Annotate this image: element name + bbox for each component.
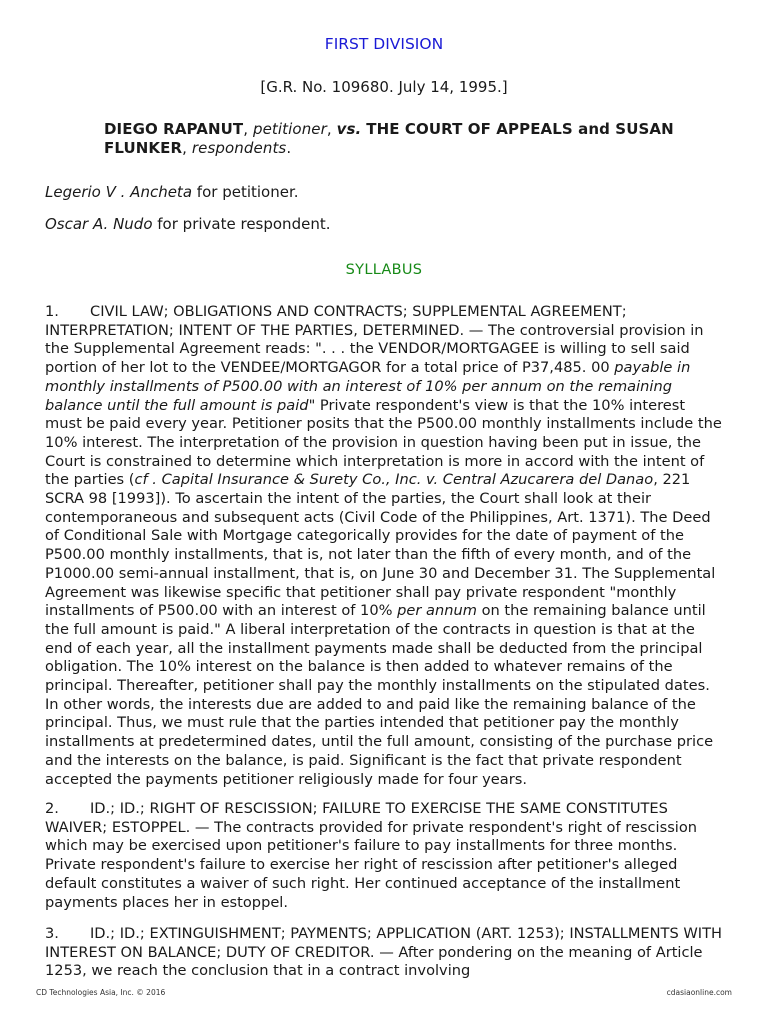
petitioner-counsel (45, 183, 299, 201)
paragraph-text: on the remaining balance until the full amount is paid." A liberal interpretation of the contracts in question is that at the end of each year, all the installment payments made shall be deducted from the principal obligation. The 10% interest on the balance is then added to whatever remains of the principal. Thereafter, petitioner shall pay the monthly installments on the stipulated dates. In other words, the interests due are added to and paid like the remaining balance of the principal. Thus, we must rule that the parties intended that petitioner pay the monthly installments at predetermined dates, until the full amount, consisting of the purchase price and the interests on the balance, is paid. Significant is the fact that private respondent accepted the payments petitioner religiously made for four years. (45, 602, 714, 788)
syllabus-paragraph-3 (45, 925, 725, 981)
respondent-counsel (45, 215, 330, 233)
paragraph-number: 1. (45, 303, 59, 320)
paragraph-number: 3. (45, 925, 59, 942)
footer-copyright: CD Technologies Asia, Inc. © 2016 (36, 988, 166, 997)
paragraph-italic: per annum (397, 602, 477, 620)
paragraph-italic: payable in monthly installments of P500.00 with an interest of 10% per annum on the remaining balance until the full amount is paid (45, 359, 691, 414)
petitioner-role: petitioner (252, 120, 327, 138)
petitioner-counsel-role: for petitioner. (196, 183, 299, 201)
paragraph-text: CIVIL LAW; OBLIGATIONS AND CONTRACTS; SUPPLEMENTAL AGREEMENT; INTERPRETATION; INTENT OF THE PARTIES, DETERMINED. — The controversial provision in the Supplemental Agreement reads: ". . . the VENDOR/MORTGAGEE is willing to sell said portion of her lot to the VENDEE/MORTGAGOR for a total price of P37,485. 00 (45, 303, 704, 377)
paragraph-text: " Private respondent's view is that the 10% interest must be paid every year. Petitioner posits that the P500.00 monthly installments include the 10% interest. The interpretation of the provision in question having been put in issue, the Court is constrained to determine which interpretation is more in accord with the intent of the parties ( (45, 396, 722, 489)
paragraph-text: ID.; ID.; RIGHT OF RESCISSION; FAILURE TO EXERCISE THE SAME CONSTITUTES WAIVER; ESTOPPEL. — The contracts provided for private respondent's right of rescission which may be exercised upon petitioner's failure to pay installments for three months. Private respondent's failure to exercise her right of rescission after petitioner's alleged default constitutes a waiver of such right. Her continued acceptance of the installment payments places her in estoppel. (45, 800, 698, 911)
respondent-counsel-role: for private respondent. (157, 215, 331, 233)
respondent-counsel-name: Oscar A. Nudo (45, 215, 153, 233)
case-parties: DIEGO RAPANUT, petitioner, vs. THE COURT OF APPEALS and SUSAN FLUNKER, respondents. (104, 120, 674, 157)
respondent-names: THE COURT OF APPEALS and SUSAN FLUNKER (104, 120, 674, 157)
division-heading: FIRST DIVISION (324, 35, 444, 53)
syllabus-paragraph-2 (45, 800, 725, 912)
case-number: [G.R. No. 109680. July 14, 1995.] (260, 78, 508, 96)
footer-website: cdasiaonline.com (666, 988, 732, 997)
case-citation: cf . Capital Insurance & Surety Co., Inc. v. Central Azucarera del Danao (134, 471, 654, 489)
paragraph-number: 2. (45, 800, 59, 817)
petitioner-name: DIEGO RAPANUT (104, 120, 244, 138)
paragraph-text: ID.; ID.; EXTINGUISHMENT; PAYMENTS; APPLICATION (ART. 1253); INSTALLMENTS WITH INTEREST ON BALANCE; DUTY OF CREDITOR. — After pondering on the meaning of Article 1253, we reach the conclusion that in a contract involving (45, 925, 722, 980)
syllabus-heading: SYLLABUS (345, 262, 423, 278)
petitioner-counsel-name: Legerio V . Ancheta (45, 183, 193, 201)
versus: vs. (336, 120, 362, 138)
respondent-role: respondents (191, 139, 287, 157)
paragraph-text: , 221 SCRA 98 [1993]). To ascertain the intent of the parties, the Court shall look at their contemporaneous and subsequent acts (Civil Code of the Philippines, Art. 1371). The Deed of Conditional Sale with Mortgage categorically provides for the date of payment of the P500.00 monthly installments, that is, not later than the fifth of every month, and of the P1000.00 semi-annual installment, that is, on June 30 and December 31. The Supplemental Agreement was likewise specific that petitioner shall pay private respondent "monthly installments of P500.00 with an interest of 10% (45, 471, 716, 620)
syllabus-paragraph-1 (45, 303, 725, 789)
